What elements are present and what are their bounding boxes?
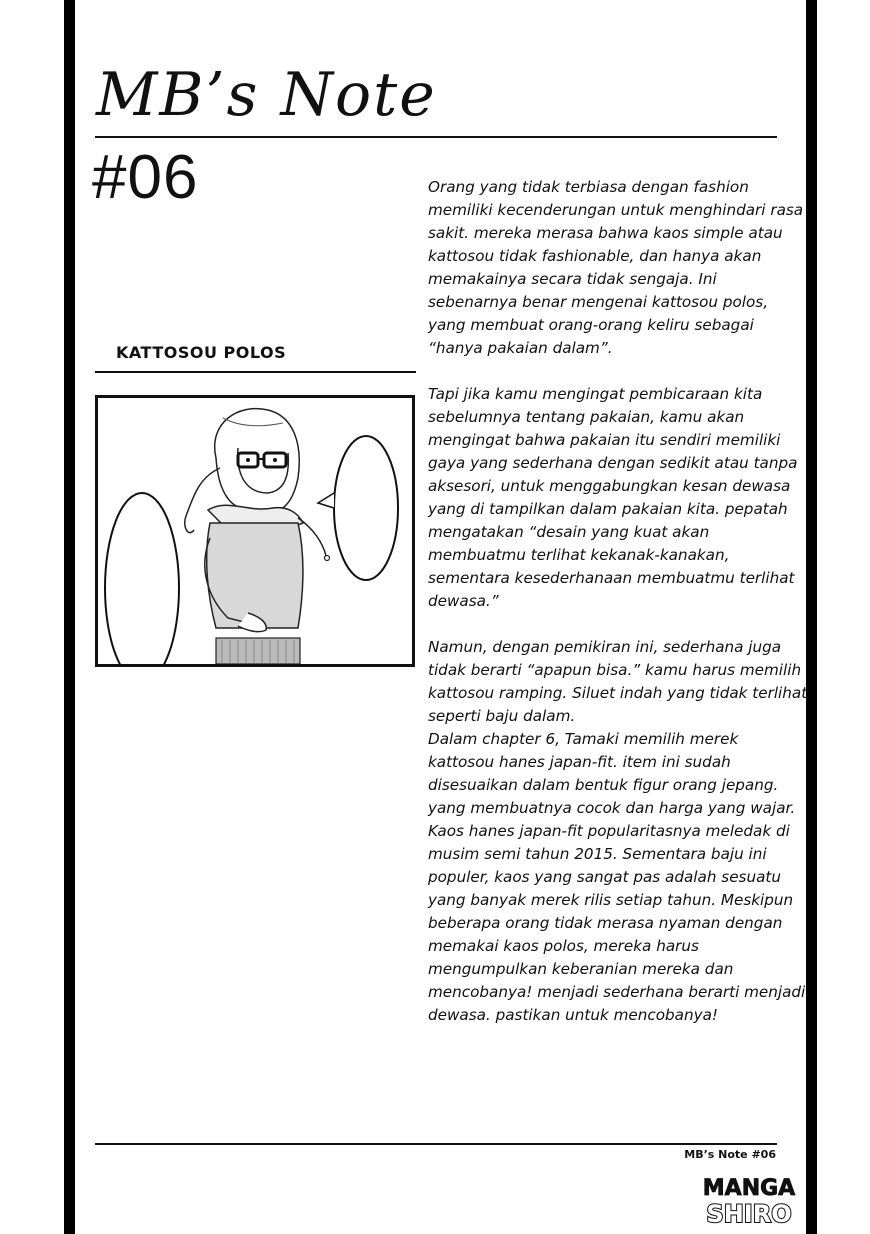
footer-label: MB’s Note #06 bbox=[684, 1148, 776, 1161]
footer-divider bbox=[95, 1143, 777, 1145]
section-divider bbox=[95, 371, 416, 373]
paragraph: Orang yang tidak terbiasa dengan fashion memiliki kecenderungan untuk menghindari rasa sakit. mereka merasa bahwa kaos simple atau kattosou tidak fashionable, dan hanya akan memakainya secara tidak sengaja. Ini sebenarnya benar mengenai kattosou polos, yang membuat orang-orang keliru sebagai “hanya pakaian dalam”. bbox=[428, 178, 804, 357]
paragraph: Tapi jika kamu mengingat pembicaraan kita sebelumnya tentang pakaian, kamu akan mengingat bahwa pakaian itu sendiri memiliki gaya yang sederhana dengan sedikit atau tanpa aksesori, untuk menggabungkan kesan dewasa yang di tampilkan dalam pakaian kita. pepatah mengatakan “desain yang kuat akan membuatmu terlihat kekanak-kanakan, sementara kesederhanaan membuatmu terlihat dewasa.” bbox=[428, 385, 798, 610]
page-border-left bbox=[64, 0, 75, 1234]
character-drawing bbox=[98, 398, 412, 664]
watermark-line1: MANGA bbox=[702, 1176, 796, 1201]
page-title: MB’s Note bbox=[96, 60, 437, 130]
title-divider bbox=[95, 136, 777, 138]
watermark-line2: SHIRO bbox=[706, 1200, 792, 1228]
article-body bbox=[428, 176, 808, 1050]
manga-illustration bbox=[95, 395, 415, 667]
paragraph: Namun, dengan pemikiran ini, sederhana juga tidak berarti “apapun bisa.” kamu harus memilih kattosou ramping. Siluet indah yang tidak terlihat seperti baju dalam. bbox=[428, 638, 808, 725]
mangashiro-watermark-logo bbox=[699, 1170, 799, 1230]
section-label: KATTOSOU POLOS bbox=[116, 343, 287, 362]
paragraph: Dalam chapter 6, Tamaki memilih merek kattosou hanes japan-fit. item ini sudah disesuaikan dalam bentuk figur orang jepang. yang membuatnya cocok dan harga yang wajar. Kaos hanes japan-fit popularitasnya meledak di musim semi tahun 2015. Sementara baju ini populer, kaos yang sangat pas adalah sesuatu yang banyak merek rilis setiap tahun. Meskipun beberapa orang tidak merasa nyaman dengan memakai kaos polos, mereka harus mengumpulkan keberanian mereka dan mencobanya! menjadi sederhana berarti menjadi dewasa. pastikan untuk mencobanya! bbox=[428, 730, 806, 1024]
note-number: #06 bbox=[92, 143, 199, 212]
